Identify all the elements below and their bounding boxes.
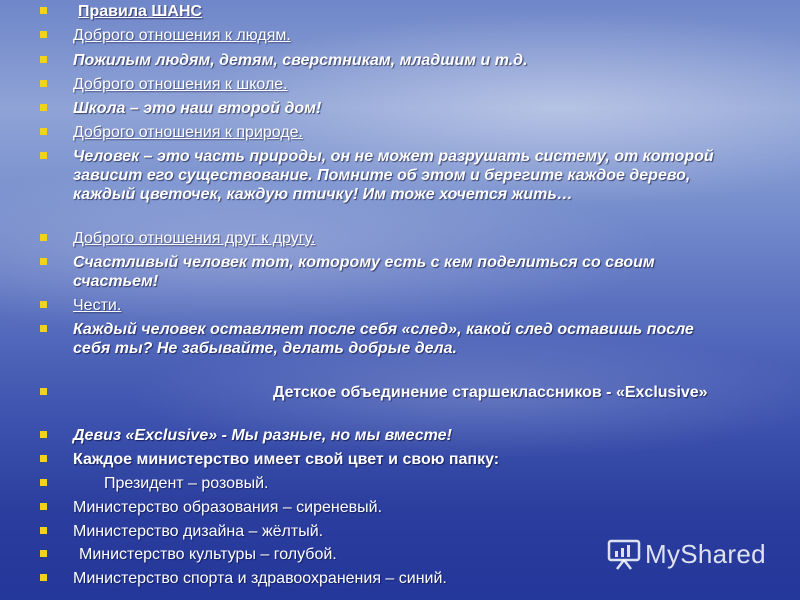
list-item-text: Человек – это часть природы, он не может разрушать систему, от которой зависит его существование. Помните об этом и берегите каждое дерево, каждый цветочек, каждую птичку! Им тоже хочется жить…: [73, 148, 714, 203]
bullet-icon: [40, 325, 47, 332]
list-item-text: Счастливый человек тот, которому есть с кем поделиться со своим счастьем!: [73, 254, 655, 290]
bullet-icon: [40, 550, 47, 557]
bullet-icon: [40, 7, 47, 14]
list-item-text: Девиз «Exclusive» - Мы разные, но мы вместе!: [73, 427, 452, 444]
presentation-board-icon: [607, 538, 641, 570]
bullet-icon: [40, 388, 47, 395]
rules-heading: Правила ШАНС: [78, 3, 203, 20]
bullet-icon: [40, 234, 47, 241]
bullet-icon: [40, 301, 47, 308]
list-item-text: Министерство дизайна – жёлтый.: [73, 523, 324, 540]
bullet-icon: [40, 80, 47, 87]
list-item-text: Президент – розовый.: [104, 475, 269, 492]
bullet-icon: [40, 56, 47, 63]
bullet-icon: [40, 503, 47, 510]
list-item-text: Доброго отношения к школе.: [73, 76, 288, 93]
bullet-icon: [40, 31, 47, 38]
bullet-icon: [40, 479, 47, 486]
list-item-text: Каждый человек оставляет после себя «след», какой след оставишь после себя ты? Не забывайте, делать добрые дела.: [73, 321, 694, 357]
bullet-icon: [40, 455, 47, 462]
bullet-icon: [40, 431, 47, 438]
bullet-icon: [40, 574, 47, 581]
bullet-icon: [40, 258, 47, 265]
bullet-icon: [40, 152, 47, 159]
bullet-icon: [40, 527, 47, 534]
group-title: Детское объединение старшеклассников - «Exclusive»: [273, 384, 708, 401]
list-item-text: Пожилым людям, детям, сверстникам, младшим и т.д.: [73, 52, 528, 69]
list-item-text: Школа – это наш второй дом!: [73, 100, 322, 117]
bullet-icon: [40, 128, 47, 135]
list-item-text: Министерство культуры – голубой.: [79, 546, 337, 563]
list-item-text: Доброго отношения друг к другу.: [73, 230, 316, 247]
list-item-text: Чести.: [73, 297, 122, 314]
list-item-text: Каждое министерство имеет свой цвет и свою папку:: [73, 451, 500, 468]
watermark-text: MyShared: [645, 539, 766, 569]
list-item-text: Министерство образования – сиреневый.: [73, 499, 383, 516]
bullet-icon: [40, 104, 47, 111]
list-item-text: Министерство спорта и здравоохранения – синий.: [73, 570, 447, 587]
list-item-text: Доброго отношения к людям.: [73, 27, 291, 44]
list-item-text: Доброго отношения к природе.: [73, 124, 303, 141]
